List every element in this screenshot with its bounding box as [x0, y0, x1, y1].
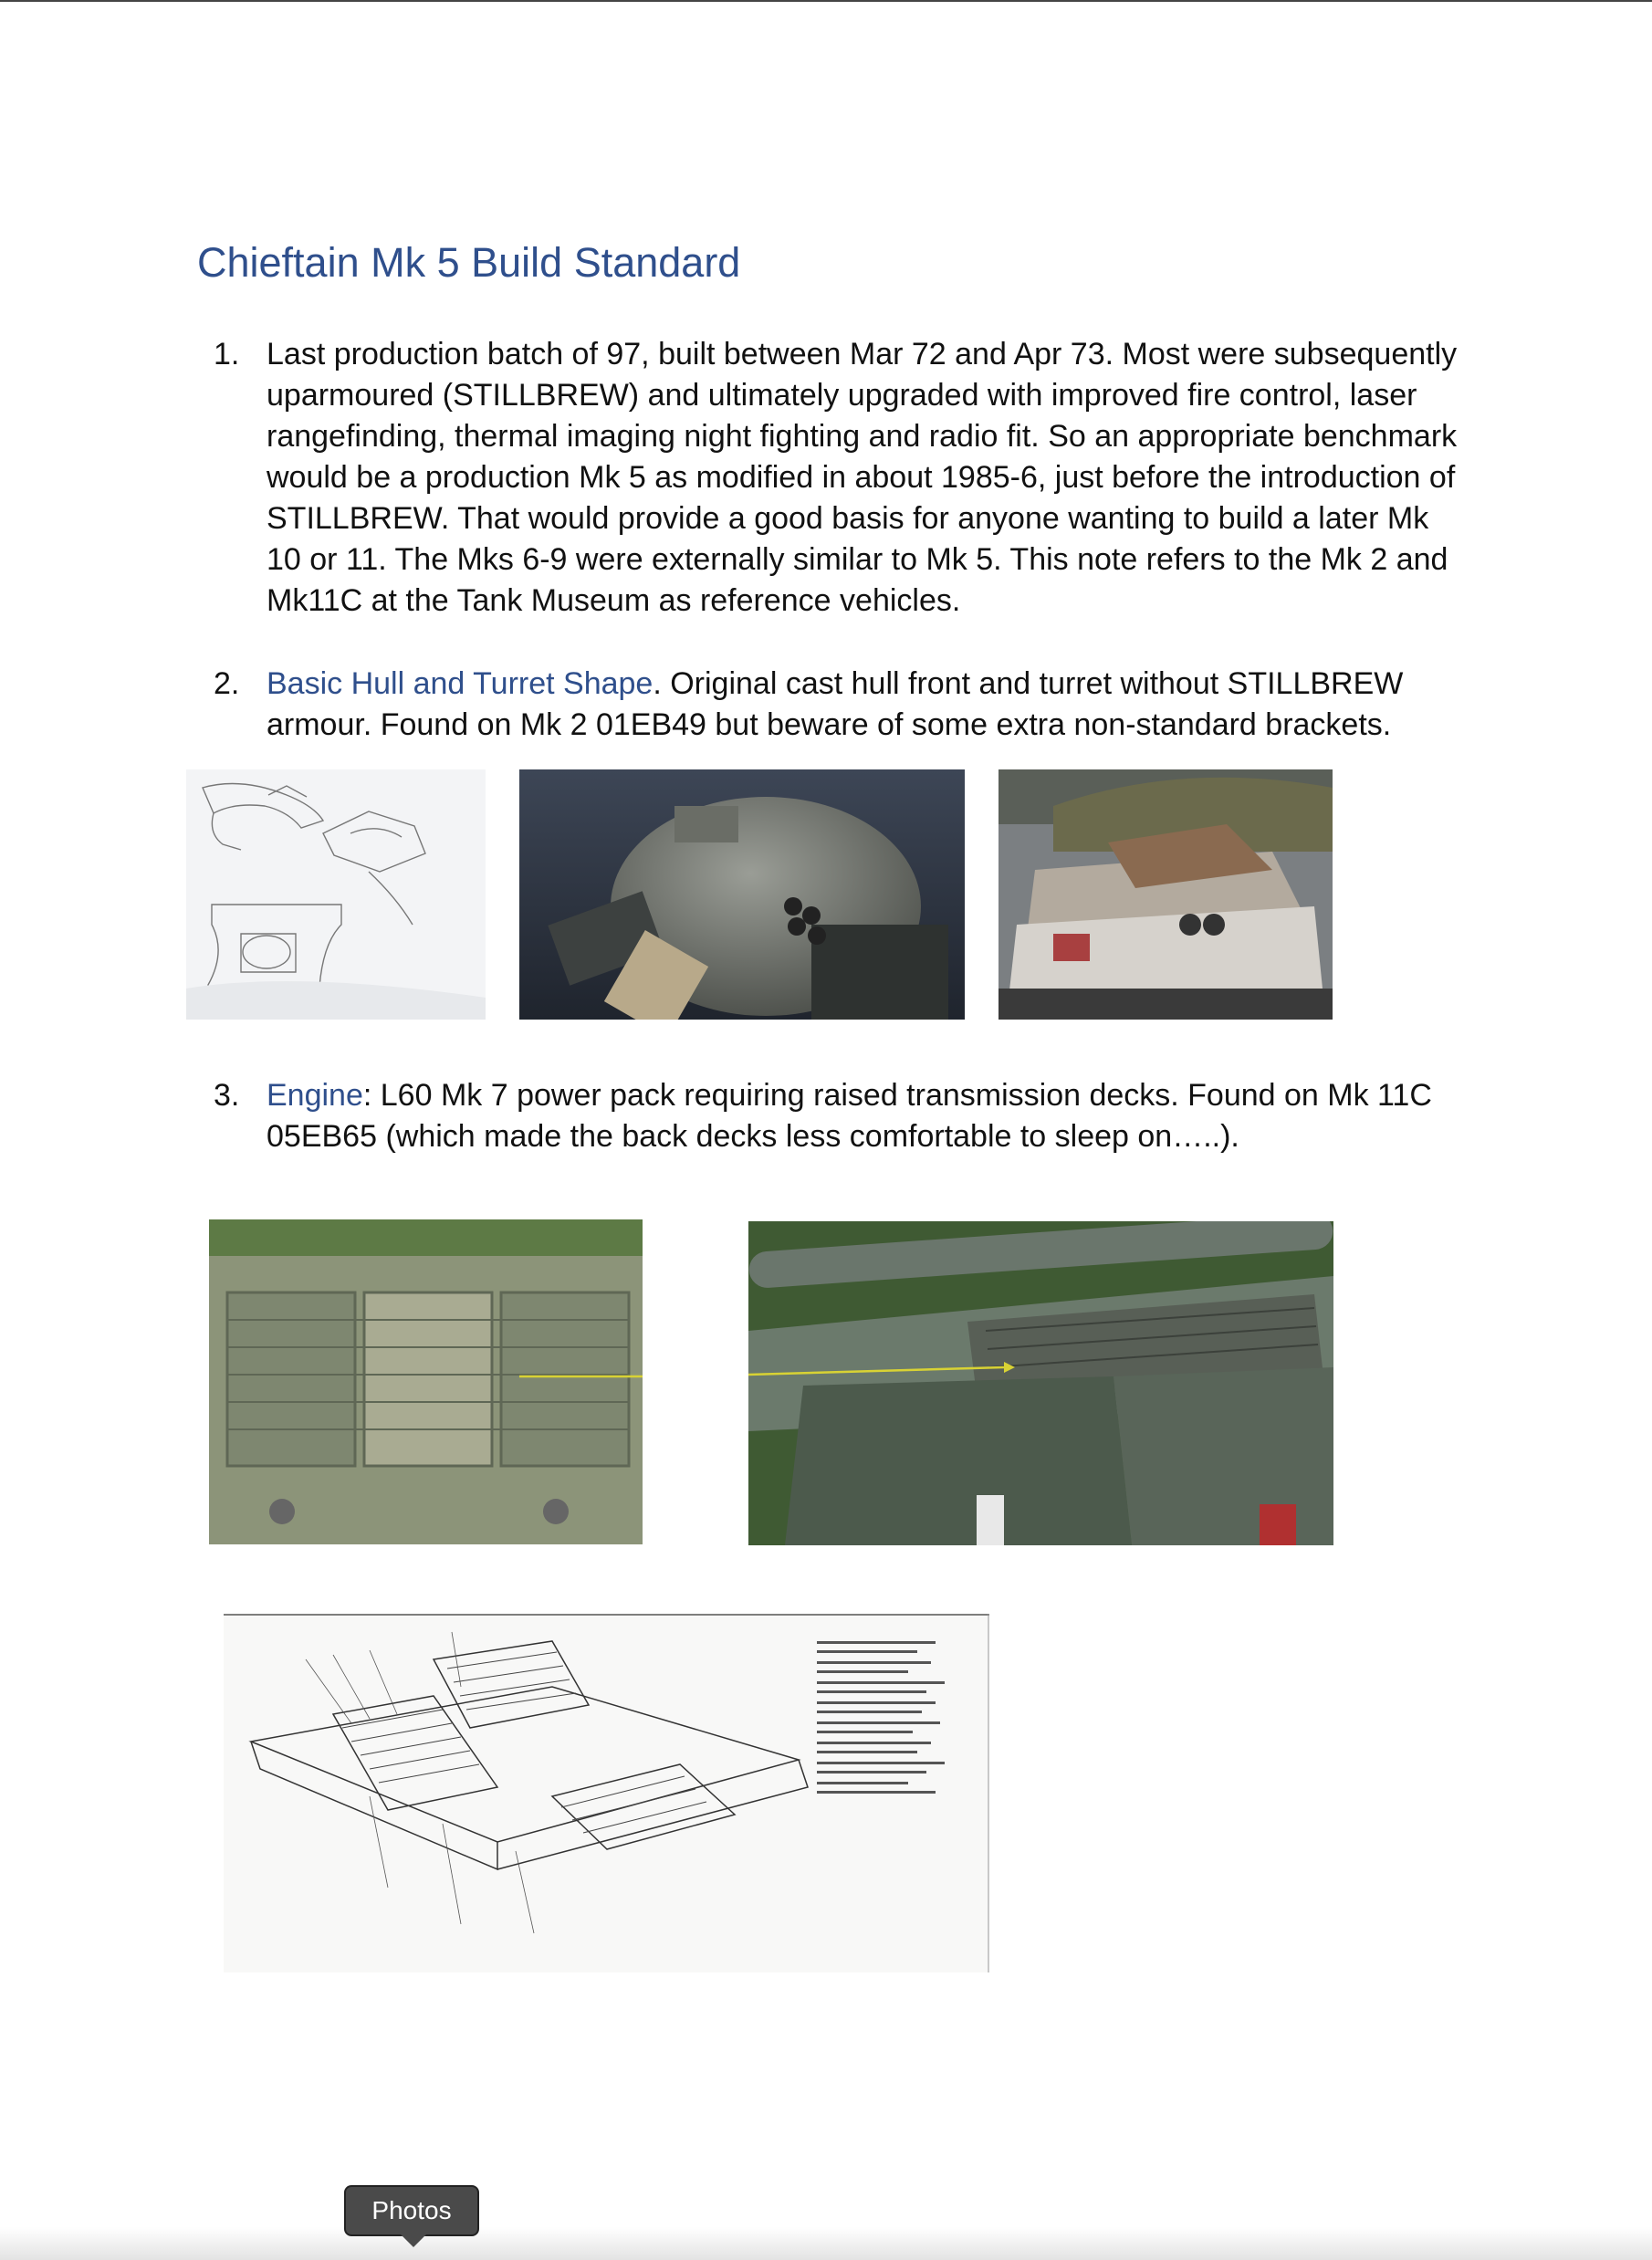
item-heading: Basic Hull and Turret Shape — [267, 666, 653, 701]
page-bottom-edge — [0, 2227, 1652, 2260]
engine-deck-diagram — [224, 1614, 989, 1972]
mk11c-rear-deck-photo — [748, 1221, 1333, 1545]
photos-tooltip: Photos — [344, 2185, 479, 2236]
page-top-border — [0, 0, 1652, 2]
engine-deck-graphic — [209, 1219, 643, 1544]
turret-render-graphic — [519, 769, 965, 1020]
rear-deck-graphic — [748, 1221, 1333, 1545]
engine-deck-top-view-photo — [209, 1219, 643, 1544]
item-number: 2. — [214, 666, 240, 701]
item-body — [267, 1075, 1462, 1157]
item-number: 1. — [214, 337, 240, 371]
tank-photo-graphic — [999, 769, 1333, 1020]
item-text: Last production batch of 97, built between Mar 72 and Apr 73. Most were subsequently uparmoured (STILLBREW) and ultimately upgraded with improved fire control, laser rangefinding, thermal imaging night fighting and radio fit. So an appropriate benchmark would be a production Mk 5 as modified in about 1985-6, just before the introduction of STILLBREW. That would provide a good basis for anyone wanting to build a later Mk 10 or 11. The Mks 6-9 were externally similar to Mk 5. This note refers to the Mk 2 and Mk11C at the Tank Museum as reference vehicles. — [267, 337, 1458, 618]
item-heading: Engine — [267, 1078, 363, 1113]
turret-render-image — [519, 769, 965, 1020]
engine-deck-diagram-graphic — [224, 1614, 989, 1972]
hull-turret-line-drawing — [186, 769, 486, 1020]
document-title: Chieftain Mk 5 Build Standard — [197, 239, 741, 286]
item-text: . Original cast hull front and turret without STILLBREW armour. Found on Mk 2 01EB49 but beware of some extra non-standard brackets. — [267, 666, 1404, 742]
item-body — [267, 664, 1462, 746]
item-text: : L60 Mk 7 power pack requiring raised transmission decks. Found on Mk 11C 05EB65 (which made the back decks less comfortable to sleep on…..). — [267, 1078, 1432, 1154]
mk2-tank-museum-photo — [999, 769, 1333, 1020]
line-drawing-graphic — [186, 769, 486, 1020]
item-number: 3. — [214, 1078, 240, 1113]
